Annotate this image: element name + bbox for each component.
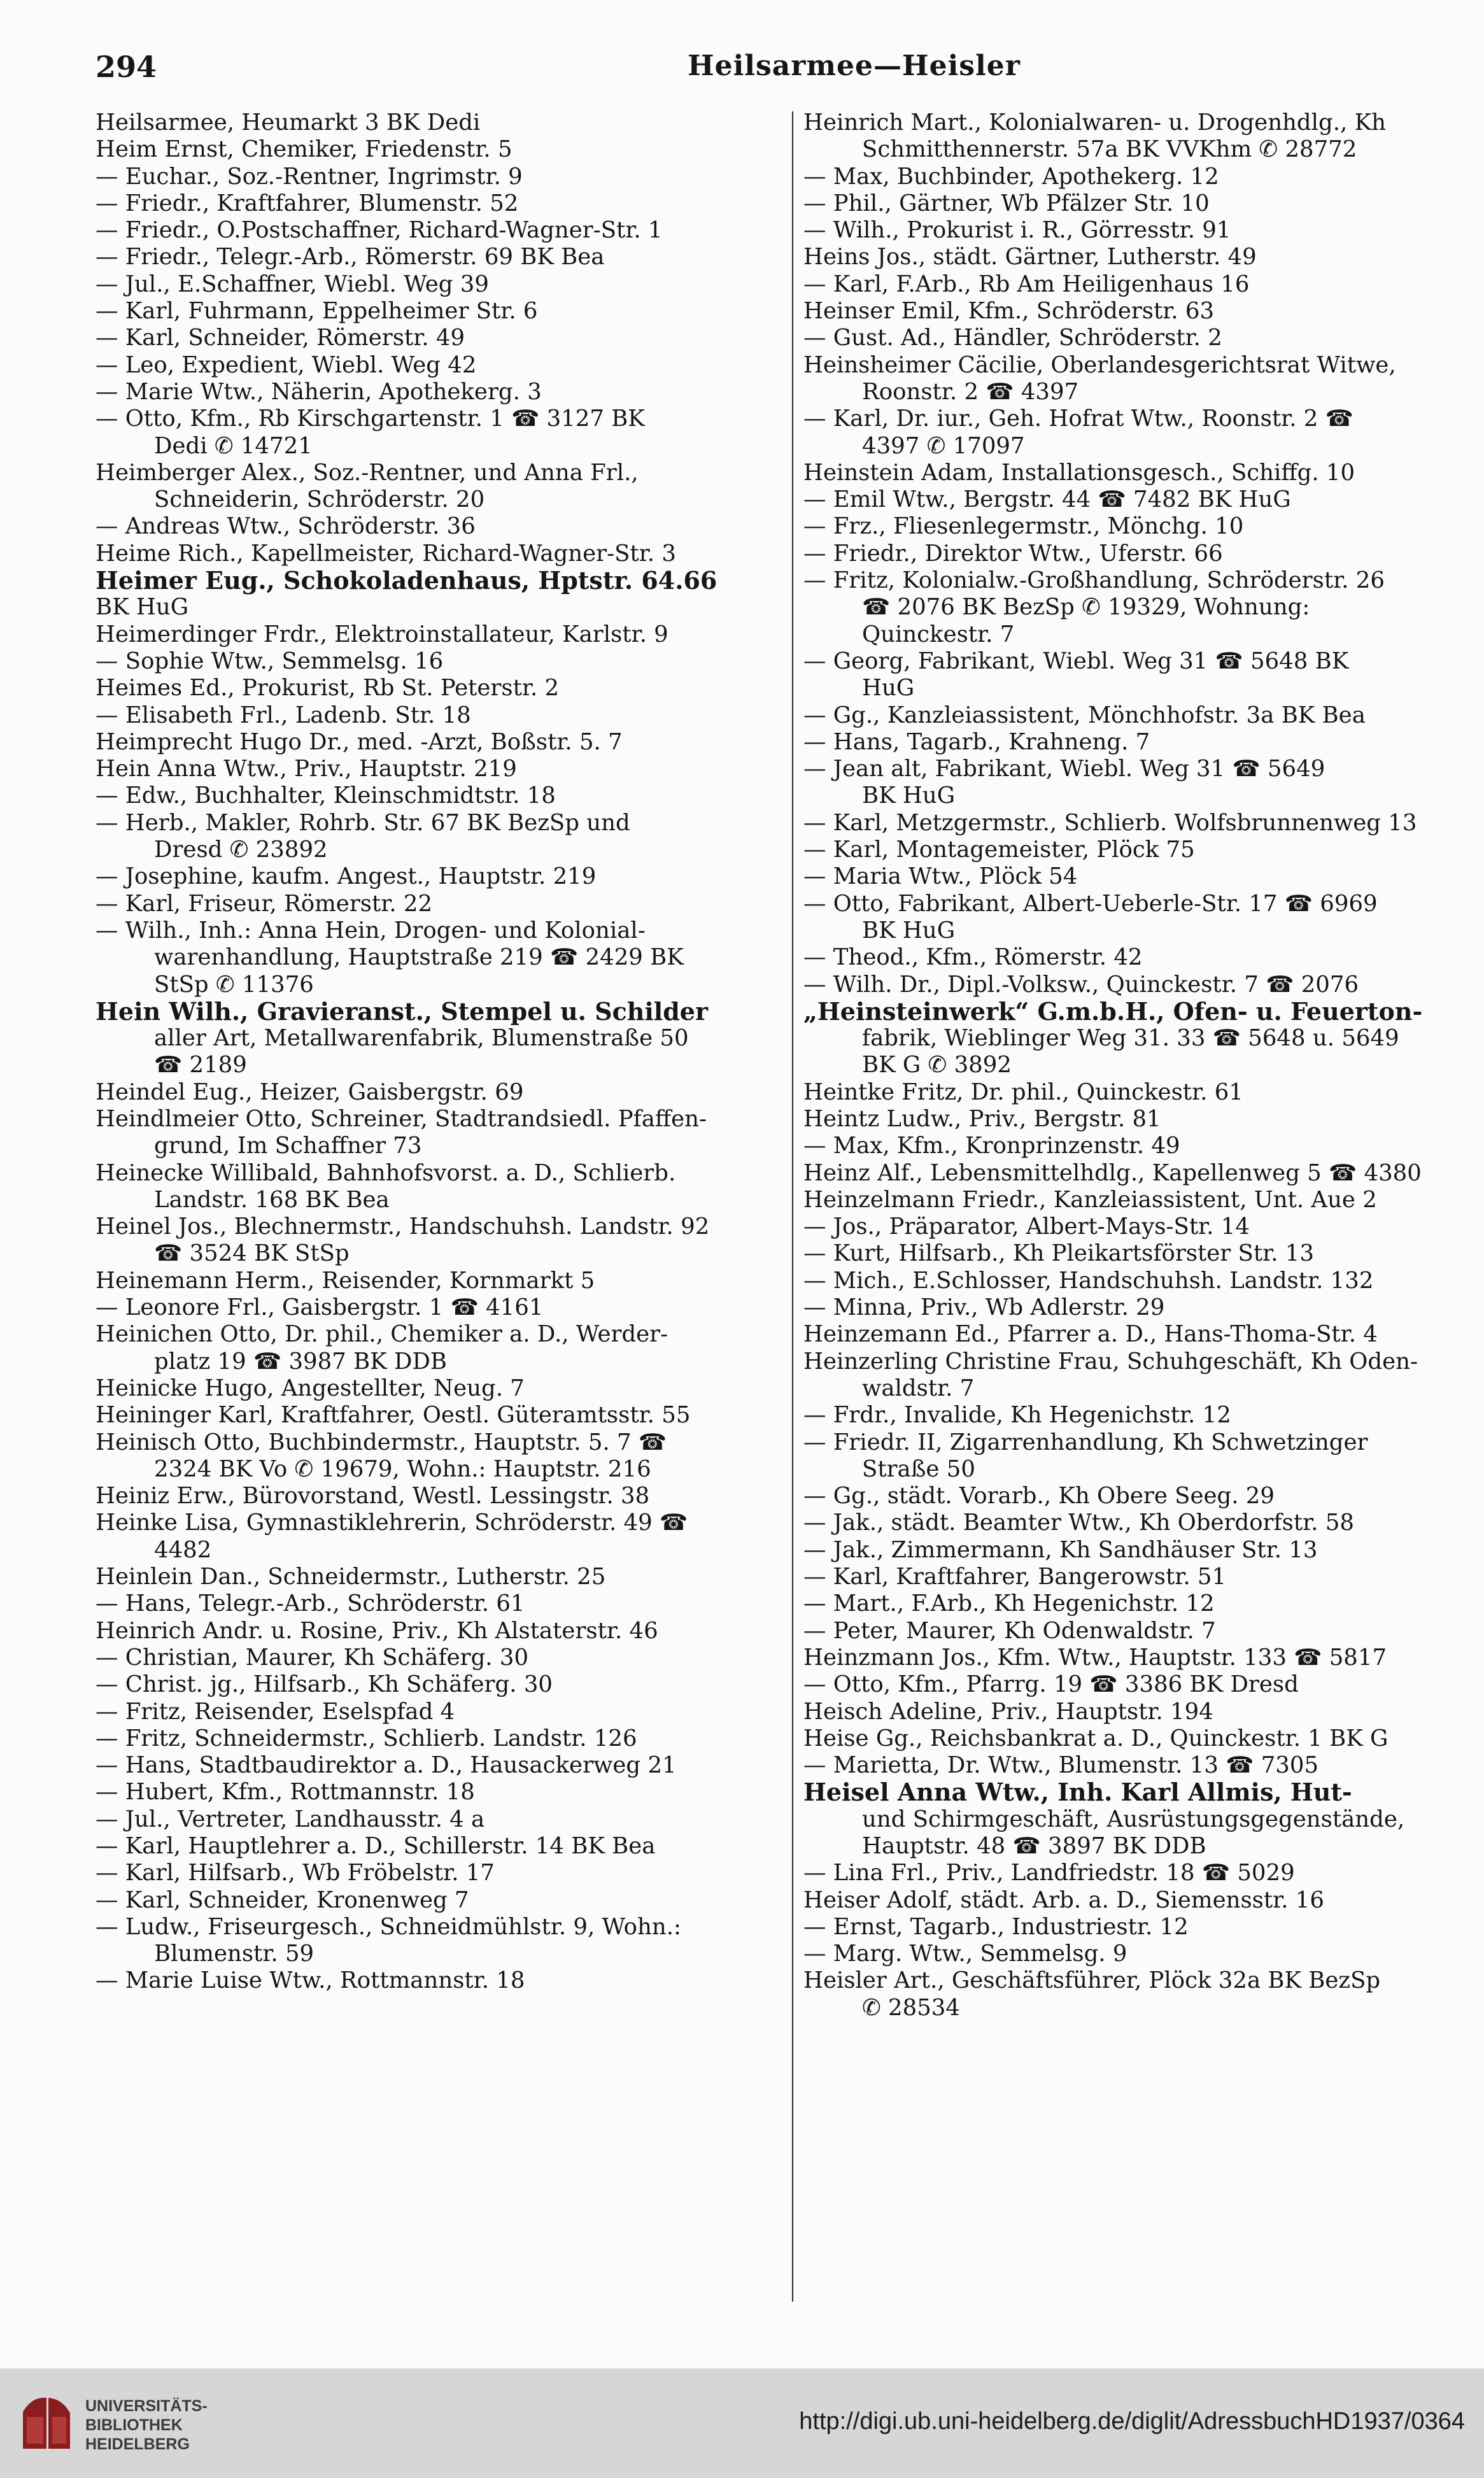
directory-entry <box>803 244 1484 271</box>
entry-line: — Jul., E.Schaffner, Wiebl. Weg 39 <box>95 271 489 297</box>
directory-entry <box>803 1429 1484 1483</box>
entry-line: — Karl, Fuhrmann, Eppelheimer Str. 6 <box>95 298 538 325</box>
directory-entry <box>803 1133 1484 1159</box>
entry-line: Heinsheimer Cäcilie, Oberlandesgerichtsrat Witwe, <box>803 351 1396 378</box>
directory-entry <box>803 406 1484 460</box>
directory-entry <box>803 1779 1484 1806</box>
entry-line: Heinrich Andr. u. Rosine, Priv., Kh Alstaterstr. 46 <box>95 1617 658 1644</box>
entry-line: — Friedr., Kraftfahrer, Blumenstr. 52 <box>95 190 519 216</box>
directory-entry <box>95 1860 786 1887</box>
entry-continuation-line: grund, Im Schaffner 73 <box>154 1133 422 1159</box>
directory-entry <box>803 1510 1484 1536</box>
directory-entry <box>95 863 786 890</box>
column-divider <box>792 111 793 2302</box>
directory-entry <box>803 164 1484 190</box>
entry-line: — Maria Wtw., Plöck 54 <box>803 863 1078 890</box>
entry-continuation-line: aller Art, Metallwarenfabrik, Blumenstraße 50 <box>154 1025 689 1052</box>
directory-entry <box>803 325 1484 351</box>
directory-entry <box>803 1025 1484 1079</box>
entry-line: Heinichen Otto, Dr. phil., Chemiker a. D., Werder- <box>95 1321 668 1348</box>
directory-entry <box>803 972 1484 998</box>
entry-line: Heinser Emil, Kfm., Schröderstr. 63 <box>803 298 1215 325</box>
entry-line: Heinisch Otto, Buchbindermstr., Hauptstr. 5. 7 ☎ <box>95 1429 667 1455</box>
entry-line: — Wilh. Dr., Dipl.-Volksw., Quinckestr. 7 ☎ 2076 <box>803 971 1359 998</box>
entry-continuation-line: Hauptstr. 48 ☎ 3897 BK DDB <box>862 1833 1206 1859</box>
directory-entry <box>803 1079 1484 1106</box>
directory-entry <box>95 621 786 648</box>
entry-line: Heinstein Adam, Installationsgesch., Schiffg. 10 <box>803 459 1355 486</box>
directory-entry <box>803 1725 1484 1752</box>
directory-entry <box>803 1321 1484 1348</box>
directory-entry <box>803 1860 1484 1887</box>
directory-entry <box>95 1967 786 1994</box>
directory-entry <box>803 702 1484 729</box>
directory-entry <box>803 1806 1484 1860</box>
directory-entry <box>803 1160 1484 1187</box>
entry-continuation-line: StSp ✆ 11376 <box>154 971 314 998</box>
directory-entry <box>803 1483 1484 1510</box>
entry-continuation-line: warenhandlung, Hauptstraße 219 ☎ 2429 BK <box>154 944 684 971</box>
directory-entry <box>95 810 786 864</box>
entry-line: — Friedr. II, Zigarrenhandlung, Kh Schwetzinger <box>803 1429 1368 1455</box>
directory-entry <box>803 1618 1484 1645</box>
entry-continuation-line: waldstr. 7 <box>862 1375 975 1401</box>
entry-line: Hein Wilh., Gravieranst., Stempel u. Schilder <box>95 996 708 1026</box>
entry-line: — Karl, Schneider, Römerstr. 49 <box>95 325 465 351</box>
entry-line: Heiniz Erw., Bürovorstand, Westl. Lessingstr. 38 <box>95 1483 650 1510</box>
entry-continuation-line: und Schirmgeschäft, Ausrüstungsgegenstände, <box>862 1806 1405 1832</box>
entry-line: Heinzemann Ed., Pfarrer a. D., Hans-Thoma-Str. 4 <box>803 1321 1378 1348</box>
directory-entry <box>95 190 786 217</box>
directory-entry <box>803 756 1484 810</box>
directory-entry <box>95 1214 786 1268</box>
entry-line: Heimprecht Hugo Dr., med. -Arzt, Boßstr. 5. 7 <box>95 728 623 755</box>
entry-line: — Kurt, Hilfsarb., Kh Pleikartsförster Str. 13 <box>803 1240 1314 1267</box>
directory-entry <box>95 1294 786 1321</box>
directory-entry <box>803 810 1484 837</box>
entry-line: Heintke Fritz, Dr. phil., Quinckestr. 61 <box>803 1079 1243 1105</box>
entry-continuation-line: 4397 ✆ 17097 <box>862 432 1025 459</box>
library-name-line: UNIVERSITÄTS- <box>85 2397 208 2415</box>
entry-line: — Elisabeth Frl., Ladenb. Str. 18 <box>95 702 471 728</box>
entry-line: — Fritz, Reisender, Eselspfad 4 <box>95 1698 455 1725</box>
entry-continuation-line: Landstr. 168 BK Bea <box>154 1186 390 1213</box>
directory-entry <box>95 782 786 809</box>
entry-line: — Georg, Fabrikant, Wiebl. Weg 31 ☎ 5648 BK <box>803 648 1349 674</box>
entry-continuation-line: ☎ 2189 <box>154 1052 247 1079</box>
directory-entry <box>95 1806 786 1833</box>
entry-line: Heimer Eug., Schokoladenhaus, Hptstr. 64.66 <box>95 566 717 595</box>
directory-entry <box>803 1671 1484 1698</box>
entry-line: — Jak., städt. Beamter Wtw., Kh Oberdorfstr. 58 <box>803 1510 1354 1536</box>
entry-line: — Marie Wtw., Näherin, Apothekerg. 3 <box>95 378 542 405</box>
entry-line: Heimes Ed., Prokurist, Rb St. Peterstr. 2 <box>95 675 560 702</box>
entry-continuation-line: 2324 BK Vo ✆ 19679, Wohn.: Hauptstr. 216 <box>154 1455 651 1482</box>
entry-line: — Josephine, kaufm. Angest., Hauptstr. 219 <box>95 863 597 890</box>
directory-entry <box>803 1294 1484 1321</box>
entry-line: — Otto, Fabrikant, Albert-Ueberle-Str. 17 ☎ 6969 <box>803 890 1378 917</box>
entry-line: — Frdr., Invalide, Kh Hegenichstr. 12 <box>803 1402 1231 1429</box>
entry-line: Heinrich Mart., Kolonialwaren- u. Drogenhdlg., Kh <box>803 110 1386 136</box>
entry-line: — Marg. Wtw., Semmelsg. 9 <box>803 1941 1127 1967</box>
entry-line: Heinzmann Jos., Kfm. Wtw., Hauptstr. 133 ☎ 5817 <box>803 1644 1387 1671</box>
directory-entry <box>95 110 786 136</box>
directory-entry <box>803 837 1484 863</box>
directory-entry <box>95 513 786 540</box>
directory-entry <box>803 1645 1484 1671</box>
directory-entry <box>95 1914 786 1968</box>
directory-entry <box>803 944 1484 971</box>
entry-line: Heindlmeier Otto, Schreiner, Stadtrandsiedl. Pfaffen- <box>95 1105 707 1132</box>
entry-line: Heise Gg., Reichsbankrat a. D., Quinckestr. 1 BK G <box>803 1725 1389 1752</box>
entry-line: Heindel Eug., Heizer, Gaisbergstr. 69 <box>95 1079 524 1105</box>
entry-continuation-line: fabrik, Wieblinger Weg 31. 33 ☎ 5648 u. 5649 <box>862 1025 1399 1052</box>
directory-entry <box>803 1752 1484 1779</box>
entry-line: — Wilh., Prokurist i. R., Görresstr. 91 <box>803 217 1231 244</box>
directory-entry <box>95 1887 786 1914</box>
directory-entry <box>95 1025 786 1079</box>
entry-line: — Euchar., Soz.-Rentner, Ingrimstr. 9 <box>95 163 523 190</box>
directory-entry <box>803 1240 1484 1267</box>
page-number: 294 <box>95 50 157 84</box>
directory-entry <box>95 648 786 675</box>
directory-entry <box>95 164 786 190</box>
entry-line: — Friedr., O.Postschaffner, Richard-Wagner-Str. 1 <box>95 217 663 244</box>
entry-continuation-line: BK HuG <box>862 917 956 944</box>
directory-entry <box>803 1914 1484 1941</box>
directory-entry <box>95 1590 786 1617</box>
directory-entry <box>95 1699 786 1725</box>
library-name-line: BIBLIOTHEK <box>85 2416 183 2434</box>
directory-entry <box>95 217 786 244</box>
entry-line: Heins Jos., städt. Gärtner, Lutherstr. 49 <box>803 244 1257 271</box>
entry-continuation-line: Roonstr. 2 ☎ 4397 <box>862 378 1079 405</box>
directory-entry <box>95 298 786 325</box>
entry-line: Heime Rich., Kapellmeister, Richard-Wagner-Str. 3 <box>95 540 676 567</box>
directory-entry <box>95 379 786 406</box>
entry-line: — Leonore Frl., Gaisbergstr. 1 ☎ 4161 <box>95 1294 544 1321</box>
directory-entry <box>803 729 1484 756</box>
directory-entry <box>803 541 1484 567</box>
entry-line: — Max, Kfm., Kronprinzenstr. 49 <box>803 1133 1180 1159</box>
directory-entry <box>803 998 1484 1025</box>
entry-line: — Gg., städt. Vorarb., Kh Obere Seeg. 29 <box>803 1483 1275 1510</box>
entry-line: — Jak., Zimmermann, Kh Sandhäuser Str. 13 <box>803 1536 1318 1563</box>
entry-line: Heinzerling Christine Frau, Schuhgeschäft, Kh Oden- <box>803 1348 1418 1375</box>
directory-entry <box>95 1510 786 1564</box>
entry-line: Heisler Art., Geschäftsführer, Plöck 32a BK BezSp <box>803 1967 1381 1994</box>
entry-continuation-line: 4482 <box>154 1536 212 1563</box>
directory-entry <box>95 1618 786 1645</box>
entry-line: — Christian, Maurer, Kh Schäferg. 30 <box>95 1644 529 1671</box>
entry-line: — Mich., E.Schlosser, Handschuhsh. Landstr. 132 <box>803 1267 1374 1294</box>
entry-line: Heininger Karl, Kraftfahrer, Oestl. Güteramtsstr. 55 <box>95 1402 691 1429</box>
entry-line: Heimberger Alex., Soz.-Rentner, und Anna Frl., <box>95 459 639 486</box>
entry-line: — Theod., Kfm., Römerstr. 42 <box>803 944 1143 971</box>
directory-entry <box>803 1967 1484 2021</box>
right-column <box>803 110 1484 2312</box>
directory-entry <box>95 1752 786 1779</box>
entry-line: Heinemann Herm., Reisender, Kornmarkt 5 <box>95 1267 595 1294</box>
entry-line: — Ludw., Friseurgesch., Schneidmühlstr. 9, Wohn.: <box>95 1913 682 1940</box>
directory-entry <box>95 1375 786 1402</box>
entry-continuation-line: Schmitthennerstr. 57a BK VVKhm ✆ 28772 <box>862 136 1357 163</box>
directory-entry <box>803 1699 1484 1725</box>
entry-line: — Hubert, Kfm., Rottmannstr. 18 <box>95 1779 475 1806</box>
entry-line: — Fritz, Kolonialw.-Großhandlung, Schröderstr. 26 <box>803 567 1385 594</box>
directory-entry <box>803 863 1484 890</box>
directory-entry <box>803 1214 1484 1240</box>
entry-line: — Peter, Maurer, Kh Odenwaldstr. 7 <box>803 1617 1216 1644</box>
entry-line: — Jos., Präparator, Albert-Mays-Str. 14 <box>803 1214 1250 1240</box>
entry-line: — Friedr., Telegr.-Arb., Römerstr. 69 BK Bea <box>95 244 605 271</box>
entry-line: Heinz Alf., Lebensmittelhdlg., Kapellenweg 5 ☎ 4380 <box>803 1159 1422 1186</box>
directory-entry <box>95 1671 786 1698</box>
entry-line: — Leo, Expedient, Wiebl. Weg 42 <box>95 351 477 378</box>
entry-line: — Jean alt, Fabrikant, Wiebl. Weg 31 ☎ 5649 <box>803 756 1325 782</box>
entry-line: Heisch Adeline, Priv., Hauptstr. 194 <box>803 1698 1213 1725</box>
entry-line: — Karl, Dr. iur., Geh. Hofrat Wtw., Roonstr. 2 ☎ <box>803 406 1353 432</box>
directory-entry <box>803 1402 1484 1429</box>
entry-line: — Hans, Telegr.-Arb., Schröderstr. 61 <box>95 1590 525 1617</box>
directory-entry <box>95 1483 786 1510</box>
entry-line: — Frz., Fliesenlegermstr., Mönchg. 10 <box>803 513 1244 540</box>
page-header <box>95 46 1483 97</box>
directory-entry <box>95 891 786 917</box>
directory-entry <box>95 998 786 1025</box>
entry-continuation-line: ☎ 2076 BK BezSp ✆ 19329, Wohnung: <box>862 594 1310 621</box>
directory-entry <box>95 729 786 756</box>
entry-line: — Karl, F.Arb., Rb Am Heiligenhaus 16 <box>803 271 1250 297</box>
entry-line: — Herb., Makler, Rohrb. Str. 67 BK BezSp und <box>95 809 630 836</box>
entry-line: — Christ. jg., Hilfsarb., Kh Schäferg. 30 <box>95 1671 553 1698</box>
entry-continuation-line: ☎ 3524 BK StSp <box>154 1240 350 1267</box>
entry-line: — Karl, Montagemeister, Plöck 75 <box>803 837 1195 863</box>
entry-line: — Hans, Tagarb., Krahneng. 7 <box>803 728 1150 755</box>
entry-continuation-line: Straße 50 <box>862 1455 975 1482</box>
entry-line: — Phil., Gärtner, Wb Pfälzer Str. 10 <box>803 190 1210 216</box>
directory-entry <box>95 1725 786 1752</box>
library-name <box>85 2397 208 2454</box>
directory-entry <box>803 513 1484 540</box>
entry-line: Heisel Anna Wtw., Inh. Karl Allmis, Hut- <box>803 1778 1352 1807</box>
entry-continuation-line: Dresd ✆ 23892 <box>154 837 328 863</box>
entry-line: Heinel Jos., Blechnermstr., Handschuhsh. Landstr. 92 <box>95 1214 710 1240</box>
entry-line: — Sophie Wtw., Semmelsg. 16 <box>95 648 444 674</box>
directory-entry <box>803 1349 1484 1403</box>
entry-line: — Gust. Ad., Händler, Schröderstr. 2 <box>803 325 1222 351</box>
entry-line: — Marie Luise Wtw., Rottmannstr. 18 <box>95 1967 525 1994</box>
directory-entry <box>95 541 786 567</box>
directory-entry <box>95 594 786 621</box>
entry-line: — Karl, Hauptlehrer a. D., Schillerstr. 14 BK Bea <box>95 1833 656 1859</box>
entry-line: Heiser Adolf, städt. Arb. a. D., Siemensstr. 16 <box>803 1887 1324 1913</box>
left-column <box>95 110 786 2312</box>
directory-entry <box>803 1106 1484 1133</box>
entry-line: — Minna, Priv., Wb Adlerstr. 29 <box>803 1294 1165 1321</box>
directory-entry <box>95 1402 786 1429</box>
directory-entry <box>95 1321 786 1375</box>
directory-entry <box>803 1187 1484 1214</box>
directory-entry <box>95 675 786 702</box>
running-title: Heilsarmee—Heisler <box>688 50 1021 82</box>
directory-entry <box>803 1590 1484 1617</box>
directory-entry <box>95 244 786 271</box>
entry-line: — Karl, Hilfsarb., Wb Fröbelstr. 17 <box>95 1860 495 1887</box>
entry-continuation-line: ✆ 28534 <box>862 1994 960 2021</box>
entry-line: Heimerdinger Frdr., Elektroinstallateur, Karlstr. 9 <box>95 621 668 648</box>
entry-line: Heinzelmann Friedr., Kanzleiassistent, Unt. Aue 2 <box>803 1186 1377 1213</box>
viewer-footer <box>0 2368 1484 2478</box>
directory-entry <box>803 298 1484 325</box>
entry-continuation-line: Dedi ✆ 14721 <box>154 432 313 459</box>
entry-line: Heinlein Dan., Schneidermstr., Lutherstr. 25 <box>95 1564 606 1590</box>
entry-line: Hein Anna Wtw., Priv., Hauptstr. 219 <box>95 756 517 782</box>
entry-line: — Karl, Kraftfahrer, Bangerowstr. 51 <box>803 1564 1227 1590</box>
directory-entry <box>95 136 786 163</box>
entry-continuation-line: platz 19 ☎ 3987 BK DDB <box>154 1348 447 1375</box>
directory-entry <box>95 1645 786 1671</box>
entry-line: Heilsarmee, Heumarkt 3 BK Dedi <box>95 110 481 136</box>
entry-line: — Karl, Metzgermstr., Schlierb. Wolfsbrunnenweg 13 <box>803 809 1417 836</box>
entry-line: — Gg., Kanzleiassistent, Mönchhofstr. 3a BK Bea <box>803 702 1366 728</box>
directory-entry <box>803 1268 1484 1294</box>
entry-line: „Heinsteinwerk“ G.m.b.H., Ofen- u. Feuerton- <box>803 996 1423 1026</box>
entry-line: Heinicke Hugo, Angestellter, Neug. 7 <box>95 1375 525 1401</box>
entry-line: — Hans, Stadtbaudirektor a. D., Hausackerweg 21 <box>95 1752 677 1779</box>
directory-entry <box>803 271 1484 298</box>
directory-entry <box>803 190 1484 217</box>
entry-line: Heintz Ludw., Priv., Bergstr. 81 <box>803 1105 1161 1132</box>
directory-entry <box>95 325 786 351</box>
entry-line: — Edw., Buchhalter, Kleinschmidtstr. 18 <box>95 782 556 809</box>
entry-continuation-line: Schneiderin, Schröderstr. 20 <box>154 486 485 513</box>
directory-entry <box>803 486 1484 513</box>
directory-entry <box>803 1537 1484 1564</box>
directory-entry <box>95 1160 786 1214</box>
entry-line: — Lina Frl., Priv., Landfriedstr. 18 ☎ 5029 <box>803 1860 1295 1887</box>
entry-line: — Karl, Friseur, Römerstr. 22 <box>95 890 433 917</box>
entry-line: — Otto, Kfm., Pfarrg. 19 ☎ 3386 BK Dresd <box>803 1671 1299 1698</box>
directory-entry <box>95 1429 786 1483</box>
entry-line: — Ernst, Tagarb., Industriestr. 12 <box>803 1913 1189 1940</box>
directory-entry <box>95 567 786 594</box>
directory-entry <box>95 406 786 460</box>
entry-continuation-line: HuG <box>862 675 915 702</box>
directory-entry <box>803 110 1484 164</box>
entry-line: — Fritz, Schneidermstr., Schlierb. Landstr. 126 <box>95 1725 637 1752</box>
directory-entry <box>95 1079 786 1106</box>
entry-line: — Jul., Vertreter, Landhausstr. 4 a <box>95 1806 485 1832</box>
directory-entry <box>803 567 1484 648</box>
directory-entry <box>95 1833 786 1860</box>
source-url-link[interactable]: http://digi.ub.uni-heidelberg.de/diglit/AdressbuchHD1937/0364 <box>799 2408 1465 2435</box>
entry-line: Heinecke Willibald, Bahnhofsvorst. a. D., Schlierb. <box>95 1159 676 1186</box>
entry-line: — Marietta, Dr. Wtw., Blumenstr. 13 ☎ 7305 <box>803 1752 1319 1779</box>
entry-line: BK HuG <box>95 594 189 621</box>
entry-line: — Wilh., Inh.: Anna Hein, Drogen- und Kolonial- <box>95 917 646 944</box>
directory-entry <box>95 352 786 379</box>
entry-line: Heinke Lisa, Gymnastiklehrerin, Schröderstr. 49 ☎ <box>95 1510 688 1536</box>
entry-line: — Karl, Schneider, Kronenweg 7 <box>95 1887 469 1913</box>
directory-entry <box>803 648 1484 702</box>
directory-entry <box>803 891 1484 945</box>
entry-line: — Otto, Kfm., Rb Kirschgartenstr. 1 ☎ 3127 BK <box>95 406 645 432</box>
entry-continuation-line: Quinckestr. 7 <box>862 621 1015 648</box>
entry-line: — Emil Wtw., Bergstr. 44 ☎ 7482 BK HuG <box>803 486 1291 513</box>
directory-entry <box>95 756 786 782</box>
library-name-line: HEIDELBERG <box>85 2435 190 2453</box>
directory-entry <box>803 217 1484 244</box>
directory-entry <box>803 352 1484 406</box>
entry-line: — Friedr., Direktor Wtw., Uferstr. 66 <box>803 540 1223 567</box>
directory-entry <box>803 1887 1484 1914</box>
entry-line: — Max, Buchbinder, Apothekerg. 12 <box>803 163 1219 190</box>
directory-entry <box>803 460 1484 486</box>
directory-entry <box>803 1564 1484 1590</box>
directory-entry <box>95 1268 786 1294</box>
entry-line: — Andreas Wtw., Schröderstr. 36 <box>95 513 476 540</box>
directory-entry <box>95 917 786 998</box>
directory-entry <box>95 460 786 514</box>
directory-entry <box>95 1779 786 1806</box>
directory-entry <box>95 1564 786 1590</box>
entry-continuation-line: BK G ✆ 3892 <box>862 1052 1012 1079</box>
directory-entry <box>95 702 786 729</box>
entry-line: Heim Ernst, Chemiker, Friedenstr. 5 <box>95 136 512 163</box>
entry-line: — Mart., F.Arb., Kh Hegenichstr. 12 <box>803 1590 1215 1617</box>
directory-entry <box>95 1106 786 1160</box>
entry-continuation-line: Blumenstr. 59 <box>154 1941 314 1967</box>
directory-entry <box>803 1941 1484 1967</box>
directory-entry <box>95 271 786 298</box>
entry-continuation-line: BK HuG <box>862 782 956 809</box>
university-logo-icon <box>18 2393 75 2454</box>
